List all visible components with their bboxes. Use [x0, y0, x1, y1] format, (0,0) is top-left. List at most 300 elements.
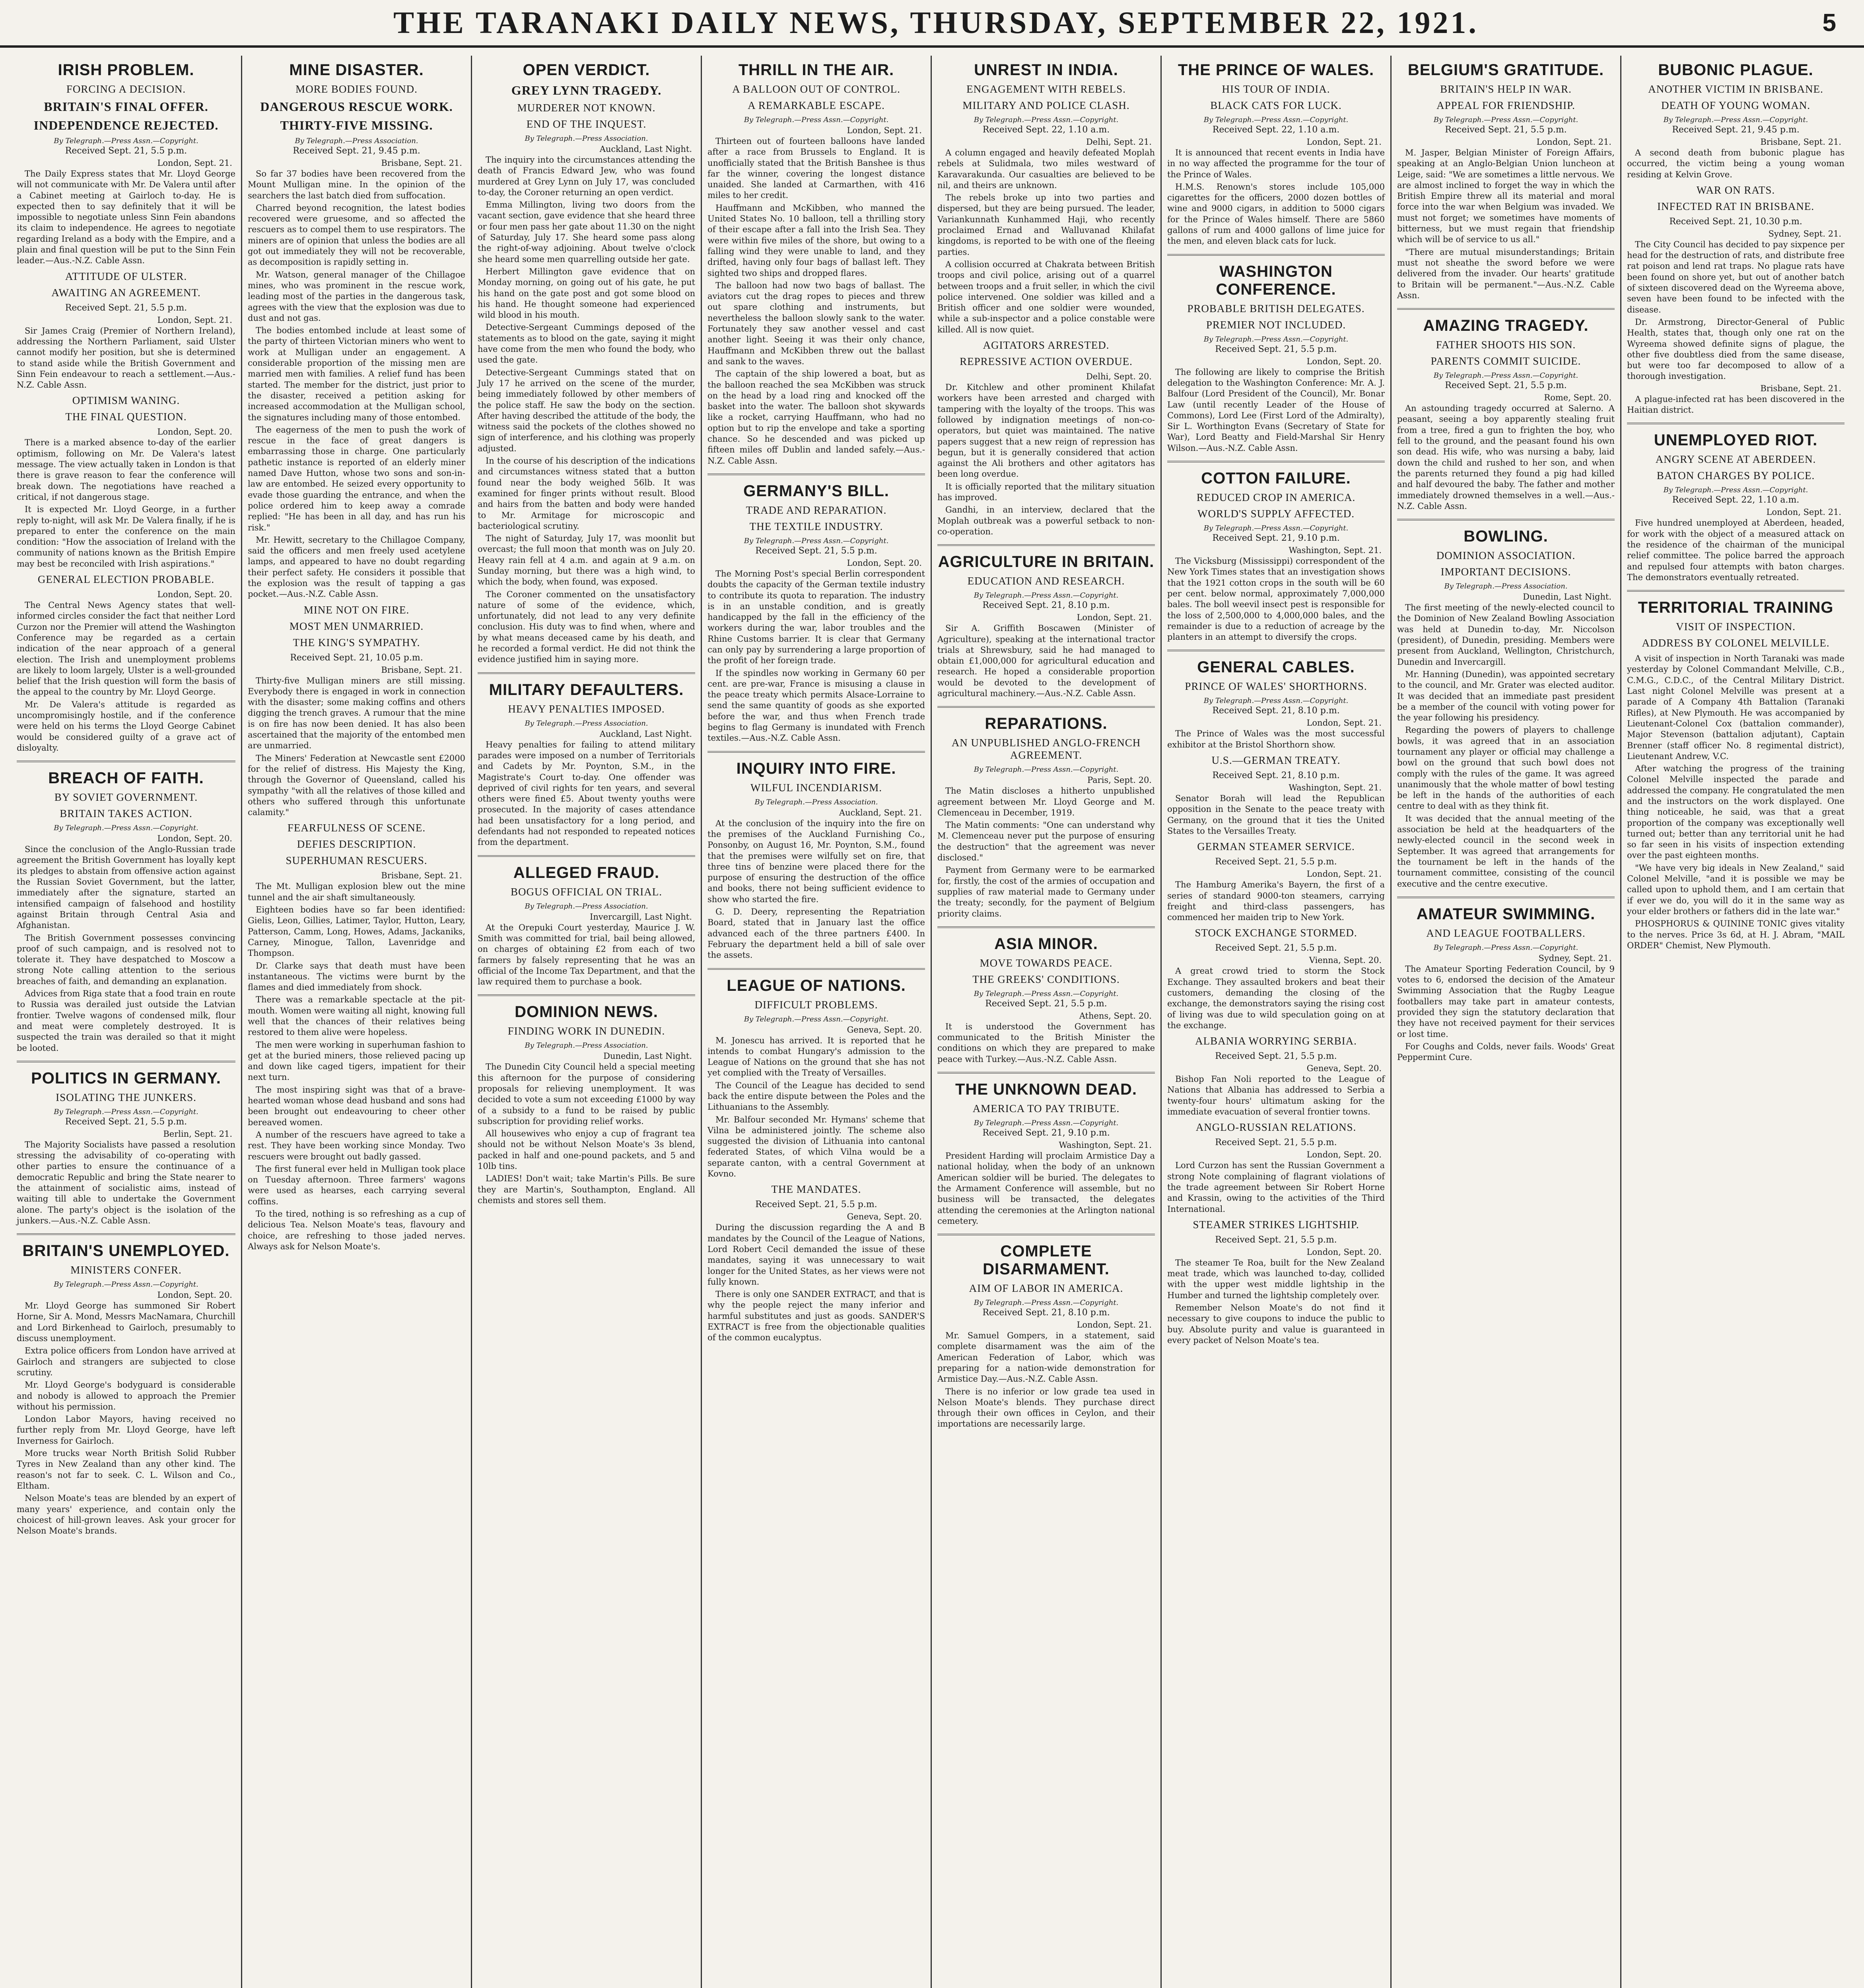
received-time: Received Sept. 21, 10.05 p.m.	[290, 652, 423, 663]
paragraph: Advices from Riga state that a food train en route to Russia was derailed just outside the Latvian frontier. Twelve wagons of condensed milk, flour and meat were completely destroyed. It is suspected the train was derailed so that it might be looted.	[17, 989, 235, 1053]
column-rule	[478, 855, 695, 857]
column-2	[241, 56, 471, 1988]
article-headline: THE PRINCE OF WALES.	[1178, 61, 1374, 79]
subheading: FATHER SHOOTS HIS SON.	[1436, 339, 1576, 351]
subheading-bold: DANGEROUS RESCUE WORK.	[260, 99, 453, 114]
dateline: London, Sept. 21.	[1306, 718, 1382, 728]
subheading: DEFIES DESCRIPTION.	[297, 838, 416, 850]
paragraph: The City Council has decided to pay sixpence per head for the destruction of rats, and distribute free rat poison and lend rat traps. No plague rats have been found on shore yet, but out of another batch of sixteen discovered dead on the Wyreema above, seven have been found to be infected with the disease.	[1627, 239, 1845, 315]
dateline: Delhi, Sept. 21.	[1086, 137, 1152, 147]
paragraph: Detective-Sergeant Cummings deposed of the statements as to blood on the gate, saying it might have come from the men who found the body, who used the gate.	[478, 322, 695, 365]
received-time: Received Sept. 21, 5.5 p.m.	[1215, 857, 1337, 867]
paragraph: It is announced that recent events in India have in no way affected the programme for the tour of the Prince of Wales.	[1167, 148, 1385, 179]
paragraph: Dr. Kitchlew and other prominent Khilafat workers have been arrested and charged with tampering with the loyalty of the troops. This was followed by indignation meetings of non-co-operators, but quiet was maintained. The native papers suggest that a new reign of repression has begun, but it is generally considered that action against the Ali brothers and other agitators has been long overdue.	[937, 382, 1155, 479]
dateline: Washington, Sept. 21.	[1289, 546, 1382, 555]
paragraph: The Prince of Wales was the most successful exhibitor at the Bristol Shorthorn show.	[1167, 729, 1385, 749]
article-headline: LEAGUE OF NATIONS.	[727, 977, 906, 994]
paragraph: The Matin comments: "One can understand why M. Clemenceau never put the purpose of ensuring the destruction" that the agreement was never disclosed."	[937, 820, 1155, 863]
subheading: MURDERER NOT KNOWN.	[517, 102, 656, 114]
subheading: BRITAIN'S HELP IN WAR.	[1440, 83, 1572, 95]
received-time: Received Sept. 21, 5.5 p.m.	[985, 998, 1107, 1009]
paragraph: Mr. Samuel Gompers, in a statement, said complete disarmament was the aim of the American Federation of Labor, which was preparing for a nation-wide demonstration for Armistice Day.—Aus.-N.Z. Cable Assn.	[937, 1331, 1155, 1384]
page-number: 5	[1822, 9, 1836, 37]
paragraph: "We have very big ideals in New Zealand," said Colonel Melville, "and it is possible we may be called upon to uphold them, and I am certain that if ever we do, you will do it in the same way as your elder brothers or fathers did in the late war."	[1627, 863, 1845, 916]
received-time: Received Sept. 21, 9.10 p.m.	[982, 1128, 1110, 1138]
article-headline: BREACH OF FAITH.	[48, 769, 204, 787]
subheading: STOCK EXCHANGE STORMED.	[1195, 927, 1357, 939]
wire-credit: By Telegraph.—Press Assn.—Copyright.	[54, 1107, 198, 1116]
dateline: Brisbane, Sept. 21.	[1760, 383, 1841, 393]
paragraph: Nelson Moate's teas are blended by an expert of many years' experience, and contain only the choicest of hill-grown leaves. Ask your grocer for Nelson Moate's brands.	[17, 1493, 235, 1536]
paragraph: Payment from Germany were to be earmarked for, firstly, the cost of the armies of occupation and supplies of raw material made to Germany under the treaty; secondly, for the payment of Belgium priority claims.	[937, 865, 1155, 918]
article-headline: REPARATIONS.	[985, 715, 1108, 733]
paragraph: H.M.S. Renown's stores include 105,000 cigarettes for the officers, 2000 dozen bottles of wine and 9000 cigars, in addition to 5000 cigars for the Prince of Wales himself. There are 5860 gallons of rum and 4000 gallons of lime juice for the men, and eleven black cats for luck.	[1167, 182, 1385, 246]
subheading: GENERAL ELECTION PROBABLE.	[37, 573, 215, 586]
received-time: Received Sept. 21, 5.5 p.m.	[1445, 381, 1567, 391]
paragraph: Emma Millington, living two doors from the vacant section, gave evidence that she heard three or four men pass her gate about 11.30 on the night of Saturday, July 17. She heard some pass along the right-of-way adjoining. About twelve o'clock she heard some men quarrelling outside her gate.	[478, 200, 695, 264]
paragraph: A column engaged and heavily defeated Moplah rebels at Sulidmala, two miles westward of Karavarakunda. Our casualties are believed to be nil, and theirs are unknown.	[937, 148, 1155, 190]
received-time: Received Sept. 21, 5.5 p.m.	[1215, 1051, 1337, 1062]
dateline: London, Sept. 20.	[157, 834, 232, 844]
paragraph: The Vicksburg (Mississippi) correspondent of the New York Times states that an investigation shows that the 1921 cotton crops in the south will be 60 per cent. below normal, approximately 7,000,000 bales. The boll weevil insect pest is responsible for the loss of 2,500,000 to 4,000,000 bales, and the remainder is due to a reduction of acreage by the planters in an attempt to diversify the crops.	[1167, 556, 1385, 642]
dateline: London, Sept. 20.	[1306, 1247, 1382, 1257]
column-rule	[17, 1061, 235, 1062]
received-time: Received Sept. 21, 9.45 p.m.	[1672, 125, 1800, 135]
column-3	[471, 56, 701, 1988]
paragraph: The rebels broke up into two parties and dispersed, but they are being pursued. The leader, Variankunnath Kunhammed Haji, who recently proclaimed Ernad and Walluvanad Khilafat kingdoms, is reported to be with one of the fleeing parties.	[937, 193, 1155, 257]
subheading: ANOTHER VICTIM IN BRISBANE.	[1648, 83, 1823, 95]
subheading: BY SOVIET GOVERNMENT.	[54, 791, 198, 804]
paragraph: The first meeting of the newly-elected council to the Dominion of New Zealand Bowling Association was held at Dunedin to-day, Mr. Niccolson (president), of Dunedin, presiding. Members were present from Auckland, Wellington, Christchurch, Dunedin and Invercargill.	[1397, 603, 1615, 667]
wire-credit: By Telegraph.—Press Assn.—Copyright.	[1203, 697, 1349, 705]
column-rule	[708, 474, 925, 475]
dateline: Brisbane, Sept. 21.	[1760, 137, 1841, 147]
article-headline: THE UNKNOWN DEAD.	[955, 1081, 1137, 1099]
dateline: London, Sept. 20.	[157, 590, 232, 600]
subheading-bold: THIRTY-FIVE MISSING.	[280, 118, 433, 132]
dateline: Vienna, Sept. 20.	[1309, 955, 1382, 965]
subheading: GERMAN STEAMER SERVICE.	[1197, 841, 1355, 853]
received-time: Received Sept. 21, 8.10 p.m.	[982, 1308, 1110, 1318]
paragraph: Mr. Lloyd George has summoned Sir Robert Horne, Sir A. Mond, Messrs MacNamara, Churchill and Lord Birkenhead to Gairloch, presumably to discuss unemployment.	[17, 1301, 235, 1343]
wire-credit: By Telegraph.—Press Association.	[525, 1041, 648, 1050]
newspaper-columns	[11, 56, 1852, 1988]
subheading: IMPORTANT DECISIONS.	[1440, 566, 1571, 578]
paragraph: Five hundred unemployed at Aberdeen, headed, for work with the object of a measured attack on the residence of the chairman of the municipal relief committee. The police barred the approach and repulsed four attempts with baton charges. The demonstrators eventually retreated.	[1627, 518, 1845, 582]
article-headline: BOWLING.	[1464, 528, 1548, 546]
subheading: MINE NOT ON FIRE.	[303, 604, 410, 616]
paragraph: The most inspiring sight was that of a brave-hearted woman whose dead husband and sons had been brought out endeavouring to cheer other bereaved women.	[248, 1085, 465, 1127]
received-time: Received Sept. 21, 9.45 p.m.	[293, 146, 420, 156]
subheading: FEARFULNESS OF SCENE.	[287, 822, 426, 834]
paragraph: Heavy penalties for failing to attend military parades were imposed on a number of Territorials and Cadets by Mr. Poynton, S.M., in the Magistrate's Court to-day. One offender was deprived of civil rights for ten years, and several others were fined £5. About twenty youths were prosecuted. In the majority of cases attendance had been unsatisfactory for a long period, and defendants had not responded to repeated notices from the department.	[478, 740, 695, 847]
wire-credit: By Telegraph.—Press Assn.—Copyright.	[1203, 116, 1349, 124]
paragraph: The Matin discloses a hitherto unpublished agreement between Mr. Lloyd George and M. Clemenceau in December, 1919.	[937, 786, 1155, 817]
subheading: AWAITING AN AGREEMENT.	[51, 286, 201, 299]
article-headline: DOMINION NEWS.	[515, 1003, 658, 1021]
wire-credit: By Telegraph.—Press Assn.—Copyright.	[974, 591, 1119, 600]
subheading: MORE BODIES FOUND.	[295, 83, 418, 95]
dateline: Geneva, Sept. 20.	[847, 1212, 922, 1222]
paragraph: The captain of the ship lowered a boat, but as the balloon reached the sea McKibben was struck on the head by a load ring and knocked off the basket into the water. The balloon shot skywards like a rocket, carrying Hauffmann, who had no option but to rip the envelope and take a sporting chance. So he descended and was picked up fifteen miles off Dublin and landed safely.—Aus.-N.Z. Cable Assn.	[708, 369, 925, 466]
paragraph: The Council of the League has decided to send back the entire dispute between the Poles and the Lithuanians to the Assembly.	[708, 1080, 925, 1112]
subheading: BLACK CATS FOR LUCK.	[1210, 99, 1342, 111]
dateline: London, Sept. 21.	[1077, 1320, 1152, 1330]
dateline: Auckland, Sept. 21.	[839, 808, 922, 817]
paragraph: The eagerness of the men to push the work of rescue in the face of great dangers is embarrassing those in charge. One particularly pathetic instance is reported of an elderly miner named Dave Hutton, whose two sons and son-in-law are entombed. He seized every opportunity to evade those guarding the entrance, and when the police ordered him to keep away a comrade replied: "He has been in all day, and has run his risk."	[248, 425, 465, 532]
subheading: ANGRY SCENE AT ABERDEEN.	[1655, 453, 1816, 466]
article-headline: POLITICS IN GERMANY.	[31, 1069, 221, 1087]
dateline: Dunedin, Last Night.	[603, 1051, 692, 1061]
column-rule	[1397, 897, 1615, 898]
wire-credit: By Telegraph.—Press Assn.—Copyright.	[744, 1015, 889, 1023]
subheading: AND LEAGUE FOOTBALLERS.	[1426, 927, 1586, 939]
received-time: Received Sept. 21, 10.30 p.m.	[1669, 216, 1802, 227]
subheading: HEAVY PENALTIES IMPOSED.	[508, 703, 665, 715]
paragraph: LADIES! Don't wait; take Martin's Pills. Be sure they are Martin's, Southampton, England. All chemists and stores sell them.	[478, 1174, 695, 1205]
wire-credit: By Telegraph.—Press Association.	[295, 137, 418, 145]
wire-credit: By Telegraph.—Press Assn.—Copyright.	[1203, 335, 1349, 344]
dateline: Geneva, Sept. 20.	[1306, 1064, 1382, 1074]
paragraph: Eighteen bodies have so far been identified: Gielis, Leon, Gillies, Latimer, Taylor, Hutton, Leary, Patterson, Camm, Long, Howes, Adams, Jackaniks, Carney, Minogue, Tallon, Lavenridge and Thompson.	[248, 905, 465, 958]
paragraph: Sir James Craig (Premier of Northern Ireland), addressing the Northern Parliament, said Ulster cannot modify her position, but she is determined to stand aside while the British Government and Sinn Fein endeavour to reach a settlement.—Aus.-N.Z. Cable Assn.	[17, 326, 235, 390]
subheading: ATTITUDE OF ULSTER.	[65, 270, 187, 282]
subheading: PREMIER NOT INCLUDED.	[1206, 318, 1346, 331]
wire-credit: By Telegraph.—Press Association.	[754, 798, 878, 806]
subheading: BOGUS OFFICIAL ON TRIAL.	[510, 885, 663, 898]
masthead	[0, 0, 1864, 48]
paragraph: Thirty-five Mulligan miners are still missing. Everybody there is engaged in work in connection with the disaster; some making coffins and others digging the trench graves. A rumour that the mine is on fire has now been denied. It has also been ascertained that the majority of the entombed men are unmarried.	[248, 676, 465, 751]
wire-credit: By Telegraph.—Press Assn.—Copyright.	[974, 1299, 1119, 1307]
paragraph: Regarding the powers of players to challenge bowls, it was agreed that in an association tournament any player or official may challenge a bowl on the ground that such bowl does not comply with the rules of the game. It was agreed unanimously that the whole matter of bowl testing be left in the hands of the authorities of each centre to deal with as they think fit.	[1397, 725, 1615, 811]
subheading: PARENTS COMMIT SUICIDE.	[1431, 355, 1581, 367]
dateline: Auckland, Last Night.	[599, 144, 692, 154]
paragraph: "There are mutual misunderstandings; Britain must not sheathe the sword before we were delivered from the invader. Our hearts' gratitude to Britain will be permanent."—Aus.-N.Z. Cable Assn.	[1397, 247, 1615, 300]
column-rule	[1167, 461, 1385, 462]
subheading: FORCING A DECISION.	[66, 83, 186, 95]
subheading: ENGAGEMENT WITH REBELS.	[966, 83, 1126, 95]
dateline: London, Sept. 21.	[1766, 507, 1841, 517]
subheading: THE GREEKS' CONDITIONS.	[972, 973, 1120, 985]
article-headline: WASHINGTON CONFERENCE.	[1216, 262, 1336, 298]
received-time: Received Sept. 21, 5.5 p.m.	[1215, 1235, 1337, 1245]
article-headline: ALLEGED FRAUD.	[513, 864, 660, 881]
paragraph: Mr. Balfour seconded Mr. Hymans' scheme that Vilna be administered jointly. The scheme also suggested the division of Lithuania into cantonal federated States, of which Vilna would be a separate canton, with a central Government at Kovno.	[708, 1114, 925, 1179]
subheading: WAR ON RATS.	[1696, 184, 1775, 196]
subheading: APPEAL FOR FRIENDSHIP.	[1436, 99, 1575, 111]
subheading: MINISTERS CONFER.	[70, 1264, 182, 1276]
column-1	[11, 56, 241, 1988]
paragraph: Dr. Clarke says that death must have been instantaneous. The victims were burnt by the flames and died immediately from shock.	[248, 961, 465, 992]
subheading: THE FINAL QUESTION.	[65, 411, 187, 423]
paragraph: A plague-infected rat has been discovered in the Haitian district.	[1627, 394, 1845, 415]
subheading: ALBANIA WORRYING SERBIA.	[1195, 1035, 1357, 1047]
column-rule	[1397, 519, 1615, 520]
paragraph: The steamer Te Roa, built for the New Zealand meat trade, which was launched to-day, collided with the upper west middle lightship in the Humber and turned the lightship completely over.	[1167, 1258, 1385, 1300]
dateline: London, Sept. 20.	[1306, 1150, 1382, 1160]
dateline: Washington, Sept. 21.	[1059, 1140, 1152, 1150]
wire-credit: By Telegraph.—Press Association.	[525, 134, 648, 143]
received-time: Received Sept. 21, 5.5 p.m.	[65, 1116, 187, 1127]
column-rule	[478, 994, 695, 996]
subheading: A BALLOON OUT OF CONTROL.	[732, 83, 900, 95]
paragraph: The first funeral ever held in Mulligan took place on Tuesday afternoon. Three farmers' wagons were used as hearses, each carrying several coffins.	[248, 1164, 465, 1206]
received-time: Received Sept. 21, 5.5 p.m.	[65, 146, 187, 156]
paragraph: The balloon had now two bags of ballast. The aviators cut the drag ropes to pieces and threw out spare clothing and instruments, but nevertheless the balloon slowly sank to the water. Fortunately they saw another vessel and cast another light. Seeing it was their only chance, Hauffmann and McKibben threw out the ballast and sank to the waves.	[708, 280, 925, 366]
article-headline: IRISH PROBLEM.	[58, 61, 194, 79]
paragraph: There was a remarkable spectacle at the pit-mouth. Women were waiting all night, knowing full well that the chances of their relatives being restored to them alive were hopeless.	[248, 995, 465, 1037]
column-rule	[937, 706, 1155, 708]
paragraph: Mr. De Valera's attitude is regarded as uncompromisingly hostile, and if the conference were held on his terms the Lloyd George Cabinet would be considered guilty of a grave act of disloyalty.	[17, 699, 235, 753]
paragraph: A number of the rescuers have agreed to take a rest. They have been working since Monday. Two rescuers were brought out badly gassed.	[248, 1130, 465, 1161]
subheading: EDUCATION AND RESEARCH.	[967, 575, 1125, 587]
article-headline: GENERAL CABLES.	[1197, 658, 1355, 676]
dateline: London, Sept. 21.	[1306, 137, 1382, 147]
subheading: THE MANDATES.	[771, 1183, 861, 1196]
paragraph: The Central News Agency states that well-informed circles consider the fact that neither Lord Curzon nor the Premier will attend the Washington Conference may be regarded as a certain indication of the near approach of a general election. The Irish and unemployment problems are likely to loom largely, Ulster is a well-grounded belief that the Irish question will form the basis of the appeal to the country by Mr. Lloyd George.	[17, 600, 235, 697]
received-time: Received Sept. 22, 1.10 a.m.	[1212, 125, 1340, 135]
column-7	[1390, 56, 1620, 1988]
subheading: AIM OF LABOR IN AMERICA.	[969, 1282, 1123, 1295]
wire-credit: By Telegraph.—Press Assn.—Copyright.	[54, 1280, 198, 1289]
masthead-title: THE TARANAKI DAILY NEWS, THURSDAY, SEPTEMBER 22, 1921.	[393, 5, 1479, 40]
paragraph: It is expected Mr. Lloyd George, in a further reply to-night, will ask Mr. De Valera finally, if he is prepared to enter the conference on the main condition: "How the association of Ireland with the community of nations known as the British Empire may best be reconciled with Irish aspirations."	[17, 505, 235, 569]
article-headline: INQUIRY INTO FIRE.	[736, 759, 896, 777]
article-headline: MILITARY DEFAULTERS.	[489, 681, 684, 699]
subheading-bold: BRITAIN'S FINAL OFFER.	[44, 99, 208, 114]
paragraph: A visit of inspection in North Taranaki was made yesterday by Colonel Commandant Melville, C.B., C.M.G., C.D.C., of the Central Military District. Last night Colonel Melville was present at a parade of A Company 4th Battalion (Taranaki Rifles), at New Plymouth. He was accompanied by Lieutenant-Colonel Cox (battalion commander), Major Stevenson (battalion adjutant), Captain Brenner (staff officer No. 8 regimental district), Lieutenant Andrew, V.C.	[1627, 654, 1845, 761]
dateline: Invercargill, Last Night.	[590, 912, 692, 922]
wire-credit: By Telegraph.—Press Assn.—Copyright.	[54, 824, 198, 833]
column-rule	[1397, 308, 1615, 310]
paragraph: Detective-Sergeant Cummings stated that on July 17 he arrived on the scene of the murder, being immediately followed by other members of the police staff. He saw the body on the section. After having described the attitude of the body, the witness said the pockets of the clothes showed no sign of interference, and his clothing was properly adjusted.	[478, 367, 695, 453]
dateline: Delhi, Sept. 20.	[1086, 372, 1152, 382]
dateline: Athens, Sept. 20.	[1079, 1011, 1152, 1021]
subheading: WORLD'S SUPPLY AFFECTED.	[1197, 508, 1355, 520]
wire-credit: By Telegraph.—Press Assn.—Copyright.	[974, 765, 1119, 774]
column-rule	[1627, 590, 1845, 592]
article-headline: BRITAIN'S UNEMPLOYED.	[22, 1242, 230, 1260]
dateline: Sydney, Sept. 21.	[1538, 953, 1611, 963]
column-rule	[1167, 254, 1385, 256]
subheading: PROBABLE BRITISH DELEGATES.	[1187, 302, 1365, 315]
dateline: Brisbane, Sept. 21.	[381, 665, 462, 675]
column-rule	[17, 1233, 235, 1235]
column-8	[1620, 56, 1850, 1988]
paragraph: For Coughs and Colds, never fails. Woods' Great Peppermint Cure.	[1397, 1041, 1615, 1062]
article-headline: ASIA MINOR.	[994, 935, 1098, 953]
paragraph: It was decided that the annual meeting of the association be held at the headquarters of the newly-elected council in the second week in September. It was agreed that arrangements for the tournament be left in the hands of the tournament committee, consisting of the council executive and the centre executive.	[1397, 813, 1615, 889]
subheading: BATON CHARGES BY POLICE.	[1656, 470, 1815, 482]
subheading: TRADE AND REPARATION.	[746, 504, 887, 516]
subheading: AGITATORS ARRESTED.	[983, 339, 1110, 351]
paragraph: The Coroner commented on the unsatisfactory nature of some of the evidence, which, unfortunately, did not lead to any very definite conclusion. His duty was to find when, where and by what means deceased came by his death, and he recorded a formal verdict. He did not think the evidence justified him in saying more.	[478, 589, 695, 664]
column-rule	[1167, 650, 1385, 651]
subheading: ANGLO-RUSSIAN RELATIONS.	[1195, 1121, 1357, 1134]
paragraph: Since the conclusion of the Anglo-Russian trade agreement the British Government has loyally kept its pledges to abstain from offensive action against the Russian Soviet Government, but the latter, immediately after the signature, started an intensified campaign of falsehood and hostility against Britain through Central Asia and Afghanistan.	[17, 845, 235, 930]
received-time: Received Sept. 21, 5.5 p.m.	[65, 303, 187, 313]
subheading: A REMARKABLE ESCAPE.	[748, 99, 885, 111]
column-4	[701, 56, 931, 1988]
dateline: Washington, Sept. 21.	[1289, 783, 1382, 793]
article-headline: UNREST IN INDIA.	[974, 61, 1118, 79]
subheading: BRITAIN TAKES ACTION.	[60, 808, 192, 820]
wire-credit: By Telegraph.—Press Assn.—Copyright.	[1663, 486, 1808, 495]
article-headline: COTTON FAILURE.	[1201, 470, 1351, 487]
paragraph: Sir A. Griffith Boscawen (Minister of Agriculture), speaking at the international tractor trials at Shrewsbury, said he had managed to obtain £1,000,000 for agricultural education and research. He hoped a considerable proportion would be devoted to the development of agricultural machinery.—Aus.-N.Z. Cable Assn.	[937, 623, 1155, 698]
subheading: DEATH OF YOUNG WOMAN.	[1661, 99, 1810, 111]
wire-credit: By Telegraph.—Press Assn.—Copyright.	[1203, 524, 1349, 533]
paragraph: G. D. Deery, representing the Repatriation Board, stated that in January last the office advanced each of the three partners £400. In February the department held a bill of sale over the assets.	[708, 907, 925, 960]
subheading: MILITARY AND POLICE CLASH.	[962, 99, 1130, 111]
subheading: AN UNPUBLISHED ANGLO-FRENCH AGREEMENT.	[951, 737, 1141, 761]
subheading: HIS TOUR OF INDIA.	[1222, 83, 1330, 95]
received-time: Received Sept. 22, 1.10 a.m.	[1672, 495, 1800, 505]
dateline: Sydney, Sept. 21.	[1768, 229, 1841, 239]
column-rule	[937, 1234, 1155, 1235]
dateline: Dunedin, Last Night.	[1523, 592, 1611, 602]
received-time: Received Sept. 21, 5.5 p.m.	[1215, 1138, 1337, 1148]
paragraph: The Morning Post's special Berlin correspondent doubts the capacity of the German textile industry to contribute its quota to reparation. The industry is in an unstable condition, and is greatly handicapped by the fall in the efficiency of the workers during the war, labor troubles and the Rhine Customs barrier. It is clear that Germany can only pay by surrendering a large proportion of the profit of her foreign trade.	[708, 569, 925, 666]
paragraph: A collision occurred at Chakrata between British troops and civil police, arising out of a quarrel between troops and a fruit seller, in which the civil police intervened. One soldier was killed and a British officer and one soldier were wounded, while a sub-inspector and a police constable were killed. All is now quiet.	[937, 259, 1155, 334]
paragraph: The night of Saturday, July 17, was moonlit but overcast; the full moon that month was on July 20. Heavy rain fell at 4 a.m. and again at 9 a.m. on Sunday morning, but there was a high wind, to which the body, when found, was exposed.	[478, 534, 695, 587]
dateline: London, Sept. 20.	[1306, 356, 1382, 366]
paragraph: Hauffmann and McKibben, who manned the United States No. 10 balloon, tell a thrilling story of their escape after a fall into the Irish Sea. They were within five miles of the shore, but owing to a falling wind they were unable to land, and they drifted, having only four bags of ballast left. They sighted two ships and dropped flares.	[708, 203, 925, 278]
subheading: STEAMER STRIKES LIGHTSHIP.	[1193, 1218, 1359, 1231]
dateline: London, Sept. 21.	[1536, 137, 1611, 147]
subheading: MOST MEN UNMARRIED.	[289, 620, 424, 632]
wire-credit: By Telegraph.—Press Assn.—Copyright.	[1433, 116, 1578, 124]
paragraph: After watching the progress of the training Colonel Melville inspected the parade and addressed the company. He congratulated the men and the instructors on the work displayed. One thing noticeable, he said, was that a great proportion of the company was exceptionally well turned out; better than any territorial unit he had so far seen in his visits of inspection extending over the past eighteen months.	[1627, 764, 1845, 860]
wire-credit: By Telegraph.—Press Association.	[525, 719, 648, 728]
dateline: Geneva, Sept. 20.	[847, 1025, 922, 1035]
paragraph: In the course of his description of the indications and circumstances witness stated that a button found near the body weighed 56lb. It was examined for finger prints without result. Blood and hairs from the batten and body were handed to Mr. Armitage for microscopic and bacteriological scrutiny.	[478, 456, 695, 531]
paragraph: The Mt. Mulligan explosion blew out the mine tunnel and the air shaft simultaneously.	[248, 881, 465, 902]
received-time: Received Sept. 21, 8.10 p.m.	[982, 600, 1110, 611]
article-headline: GERMANY'S BILL.	[743, 482, 889, 500]
subheading: U.S.—GERMAN TREATY.	[1211, 754, 1341, 767]
paragraph: It is understood the Government has communicated to the British Minister the conditions on which they are prepared to make peace with Turkey.—Aus.-N.Z. Cable Assn.	[937, 1021, 1155, 1064]
column-rule	[937, 926, 1155, 928]
received-time: Received Sept. 21, 8.10 p.m.	[1212, 706, 1340, 716]
paragraph: All housewives who enjoy a cup of fragrant tea should not be without Nelson Moate's 3s blend, packed in half and one-pound packets, and 5 and 10lb tins.	[478, 1129, 695, 1171]
wire-credit: By Telegraph.—Press Assn.—Copyright.	[974, 116, 1119, 124]
subheading: DIFFICULT PROBLEMS.	[754, 998, 878, 1011]
paragraph: A great crowd tried to storm the Stock Exchange. They assaulted brokers and beat their customers, demanding the closing of the exchange, the demonstrators saying the rising cost of living was due to wild speculation going on at the exchange.	[1167, 966, 1385, 1030]
column-rule	[937, 544, 1155, 546]
article-headline: MINE DISASTER.	[289, 61, 424, 79]
subheading: END OF THE INQUEST.	[526, 118, 647, 130]
paragraph: Remember Nelson Moate's do not find it necessary to give coupons to induce the public to buy. Absolute purity and value is guaranteed in every packet of Nelson Moate's tea.	[1167, 1303, 1385, 1345]
wire-credit: By Telegraph.—Press Assn.—Copyright.	[974, 989, 1119, 998]
paragraph: There is only one SANDER EXTRACT, and that is why the people reject the many inferior and harmful substitutes and just as goods. SANDER'S EXTRACT is free from the objectionable qualities of the common eucalyptus.	[708, 1289, 925, 1343]
subheading: MOVE TOWARDS PEACE.	[980, 957, 1113, 969]
dateline: Berlin, Sept. 21.	[163, 1129, 232, 1139]
paragraph: During the discussion regarding the A and B mandates by the Council of the League of Nations, Lord Robert Cecil demanded the issue of these mandates, saying it was unnecessary to wait longer for the United States, as her views were not fully known.	[708, 1223, 925, 1287]
paragraph: Extra police officers from London have arrived at Gairloch and strangers are subjected to close scrutiny.	[17, 1346, 235, 1377]
paragraph: Mr. Hewitt, secretary to the Chillagoe Company, said the officers and men freely used acetylene lamps, and appeared to have no doubt regarding their perfect safety. He considers it possible that the explosion was the result of tapping a gas pocket.—Aus.-N.Z. Cable Assn.	[248, 535, 465, 599]
subheading: INFECTED RAT IN BRISBANE.	[1657, 200, 1815, 212]
paragraph: There is a marked absence to-day of the earlier optimism, following on Mr. De Valera's latest message. The view actually taken in London is that there is grave reason to fear the conference will break down. The negotiations have reached a critical, if not dangerous stage.	[17, 438, 235, 502]
wire-credit: By Telegraph.—Press Association.	[1444, 582, 1568, 591]
paragraph: There is no inferior or low grade tea used in Nelson Moate's blends. They purchase direct through their own offices in Ceylon, and their importations are necessarily large.	[937, 1386, 1155, 1429]
received-time: Received Sept. 21, 5.5 p.m.	[755, 546, 877, 556]
paragraph: If the spindles now working in Germany 60 per cent. are pre-war, France is misusing a clause in the peace treaty which permits Alsace-Lorraine to send the same quantity of goods as she exported before the war, and thus when French trade begins to flag Germany is inundated with French textiles.—Aus.-N.Z. Cable Assn.	[708, 668, 925, 743]
paragraph: Gandhi, in an interview, declared that the Moplah outbreak was a powerful setback to non-co-operation.	[937, 505, 1155, 536]
paragraph: At the Orepuki Court yesterday, Maurice J. W. Smith was committed for trial, bail being allowed, on charges of obtaining £2 from each of two farmers by falsely representing that he was an official of the Income Tax Department, and that the law required them to purchase a book.	[478, 922, 695, 987]
article-headline: AGRICULTURE IN BRITAIN.	[938, 553, 1155, 571]
paragraph: The Hamburg Amerika's Bayern, the first of a series of standard 9000-ton steamers, carrying freight and third-class passengers, has commenced her maiden trip to New York.	[1167, 880, 1385, 922]
dateline: London, Sept. 21.	[157, 315, 232, 325]
paragraph: The Daily Express states that Mr. Lloyd George will not communicate with Mr. De Valera until after a Cabinet meeting at Gairloch to-day. He is expected then to say definitely that it will be impossible to negotiate unless Sinn Fein abandons its claim to independence. He agrees to negotiate regarding Ireland as a body with the Empire, and a plain and final question will be put to the Sinn Fein leader.—Aus.-N.Z. Cable Assn.	[17, 169, 235, 266]
article-headline: OPEN VERDICT.	[523, 61, 650, 79]
subheading: WILFUL INCENDIARISM.	[750, 781, 882, 794]
wire-credit: By Telegraph.—Press Assn.—Copyright.	[974, 1119, 1119, 1128]
column-rule	[478, 672, 695, 674]
column-5	[931, 56, 1160, 1988]
paragraph: It is officially reported that the military situation has improved.	[937, 481, 1155, 503]
paragraph: Senator Borah will lead the Republican opposition in the Senate to the peace treaty with Germany, on the ground that it ties the United States to the Versailles Treaty.	[1167, 794, 1385, 836]
article-headline: AMATEUR SWIMMING.	[1416, 905, 1596, 923]
column-rule	[708, 968, 925, 970]
paragraph: Lord Curzon has sent the Russian Government a strong Note complaining of flagrant violations of the trade agreement between Sir Robert Horne and Krassin, owing to the activities of the Third International.	[1167, 1161, 1385, 1214]
paragraph: Bishop Fan Noli reported to the League of Nations that Albania has addressed to Serbia a twenty-four hours' ultimatum asking for the immediate evacuation of several frontier towns.	[1167, 1074, 1385, 1117]
received-time: Received Sept. 21, 8.10 p.m.	[1212, 771, 1340, 781]
article-headline: BUBONIC PLAGUE.	[1658, 61, 1813, 79]
paragraph: M. Jonescu has arrived. It is reported that he intends to combat Hungary's admission to the League of Nations on the ground that she has not yet complied with the Treaty of Versailles.	[708, 1035, 925, 1078]
dateline: Paris, Sept. 20.	[1087, 775, 1152, 785]
paragraph: The Majority Socialists have passed a resolution stressing the advisability of co-operating with other parties to ensure the continuance of a democratic Republic and bring the State nearer to the attainment of socialistic aims, instead of waiting till able to undertake the Government alone. The party's object is the isolation of the junkers.—Aus.-N.Z. Cable Assn.	[17, 1140, 235, 1225]
paragraph: Dr. Armstrong, Director-General of Public Health, states that, though only one rat on the Wyreema showed definite signs of plague, the other five doubtless died from the same disease, but were too far decomposed to allow of a thorough investigation.	[1627, 317, 1845, 381]
paragraph: The Amateur Sporting Federation Council, by 9 votes to 6, endorsed the decision of the Amateur Swimming Association that the Rugby League footballers may take part in amateur contests, provided they sign the statutory declaration that they have not received payment for their services or lost time.	[1397, 964, 1615, 1039]
subheading: VISIT OF INSPECTION.	[1676, 621, 1796, 633]
paragraph: PHOSPHORUS & QUININE TONIC gives vitality to the nerves. Price 3s 6d, at H. J. Abram, "MAIL ORDER" Chemist, New Plymouth.	[1627, 919, 1845, 950]
column-rule	[17, 761, 235, 762]
paragraph: Mr. Lloyd George's bodyguard is considerable and nobody is allowed to approach the Premier without his permission.	[17, 1380, 235, 1411]
paragraph: More trucks wear North British Solid Rubber Tyres in New Zealand than any other kind. The reason's not far to seek. C. L. Wilson and Co., Eltham.	[17, 1448, 235, 1491]
paragraph: To the tired, nothing is so refreshing as a cup of delicious Tea. Nelson Moate's teas, flavoury and choice, are refreshing to those jaded nerves. Always ask for Nelson Moate's.	[248, 1209, 465, 1251]
paragraph: Herbert Millington gave evidence that on Monday morning, on going out of his gate, he put his hand on the gate post and got some blood on his hand. He thought someone had experienced wild blood in his mouth.	[478, 266, 695, 320]
subheading: OPTIMISM WANING.	[72, 394, 180, 407]
subheading-bold: GREY LYNN TRAGEDY.	[511, 83, 662, 97]
paragraph: The men were working in superhuman fashion to get at the buried miners, those relieved pacing up and down like caged tigers, impatient for their next turn.	[248, 1040, 465, 1082]
received-time: Received Sept. 22, 1.10 a.m.	[982, 125, 1110, 135]
dateline: London, Sept. 21.	[1306, 869, 1382, 879]
article-headline: BELGIUM'S GRATITUDE.	[1407, 61, 1604, 79]
paragraph: The Miners' Federation at Newcastle sent £2000 for the relief of distress. His Majesty the King, through the Governor of Queensland, called his sympathy "with all the relatives of those killed and others who suffered through this unfortunate calamity."	[248, 753, 465, 817]
received-time: Received Sept. 21, 5.5 p.m.	[755, 1200, 877, 1210]
article-headline: COMPLETE DISARMAMENT.	[983, 1242, 1110, 1278]
article-headline: THRILL IN THE AIR.	[738, 61, 894, 79]
article-headline: UNEMPLOYED RIOT.	[1654, 431, 1818, 449]
paragraph: President Harding will proclaim Armistice Day a national holiday, when the body of an unknown American soldier will be buried. The delegates to the Armament Conference will assemble, but no business will be transacted, the delegates attending the ceremonies at the Arlington national cemetery.	[937, 1151, 1155, 1226]
subheading-bold: INDEPENDENCE REJECTED.	[33, 118, 219, 132]
received-time: Received Sept. 21, 9.10 p.m.	[1212, 533, 1340, 544]
wire-credit: By Telegraph.—Press Assn.—Copyright.	[1433, 943, 1578, 952]
wire-credit: By Telegraph.—Press Assn.—Copyright.	[1433, 371, 1578, 380]
paragraph: The inquiry into the circumstances attending the death of Francis Edward Jew, who was found murdered at Grey Lynn on July 17, was concluded to-day, the Coroner returning an open verdict.	[478, 155, 695, 197]
dateline: London, Sept. 21.	[157, 158, 232, 168]
column-rule	[1627, 423, 1845, 424]
dateline: Brisbane, Sept. 21.	[381, 158, 462, 168]
subheading: AMERICA TO PAY TRIBUTE.	[972, 1103, 1120, 1115]
paragraph: The Dunedin City Council held a special meeting this afternoon for the purpose of considering proposals for relieving unemployment. It was decided to vote a sum not exceeding £1000 by way of a subsidy to a fund to be raised by public subscription for providing relief works.	[478, 1062, 695, 1126]
wire-credit: By Telegraph.—Press Assn.—Copyright.	[744, 116, 889, 124]
paragraph: So far 37 bodies have been recovered from the Mount Mulligan mine. In the opinion of the searchers the last batch died from suffocation.	[248, 169, 465, 200]
wire-credit: By Telegraph.—Press Association.	[525, 902, 648, 911]
subheading: THE KING'S SYMPATHY.	[293, 636, 420, 648]
dateline: London, Sept. 20.	[157, 1290, 232, 1300]
